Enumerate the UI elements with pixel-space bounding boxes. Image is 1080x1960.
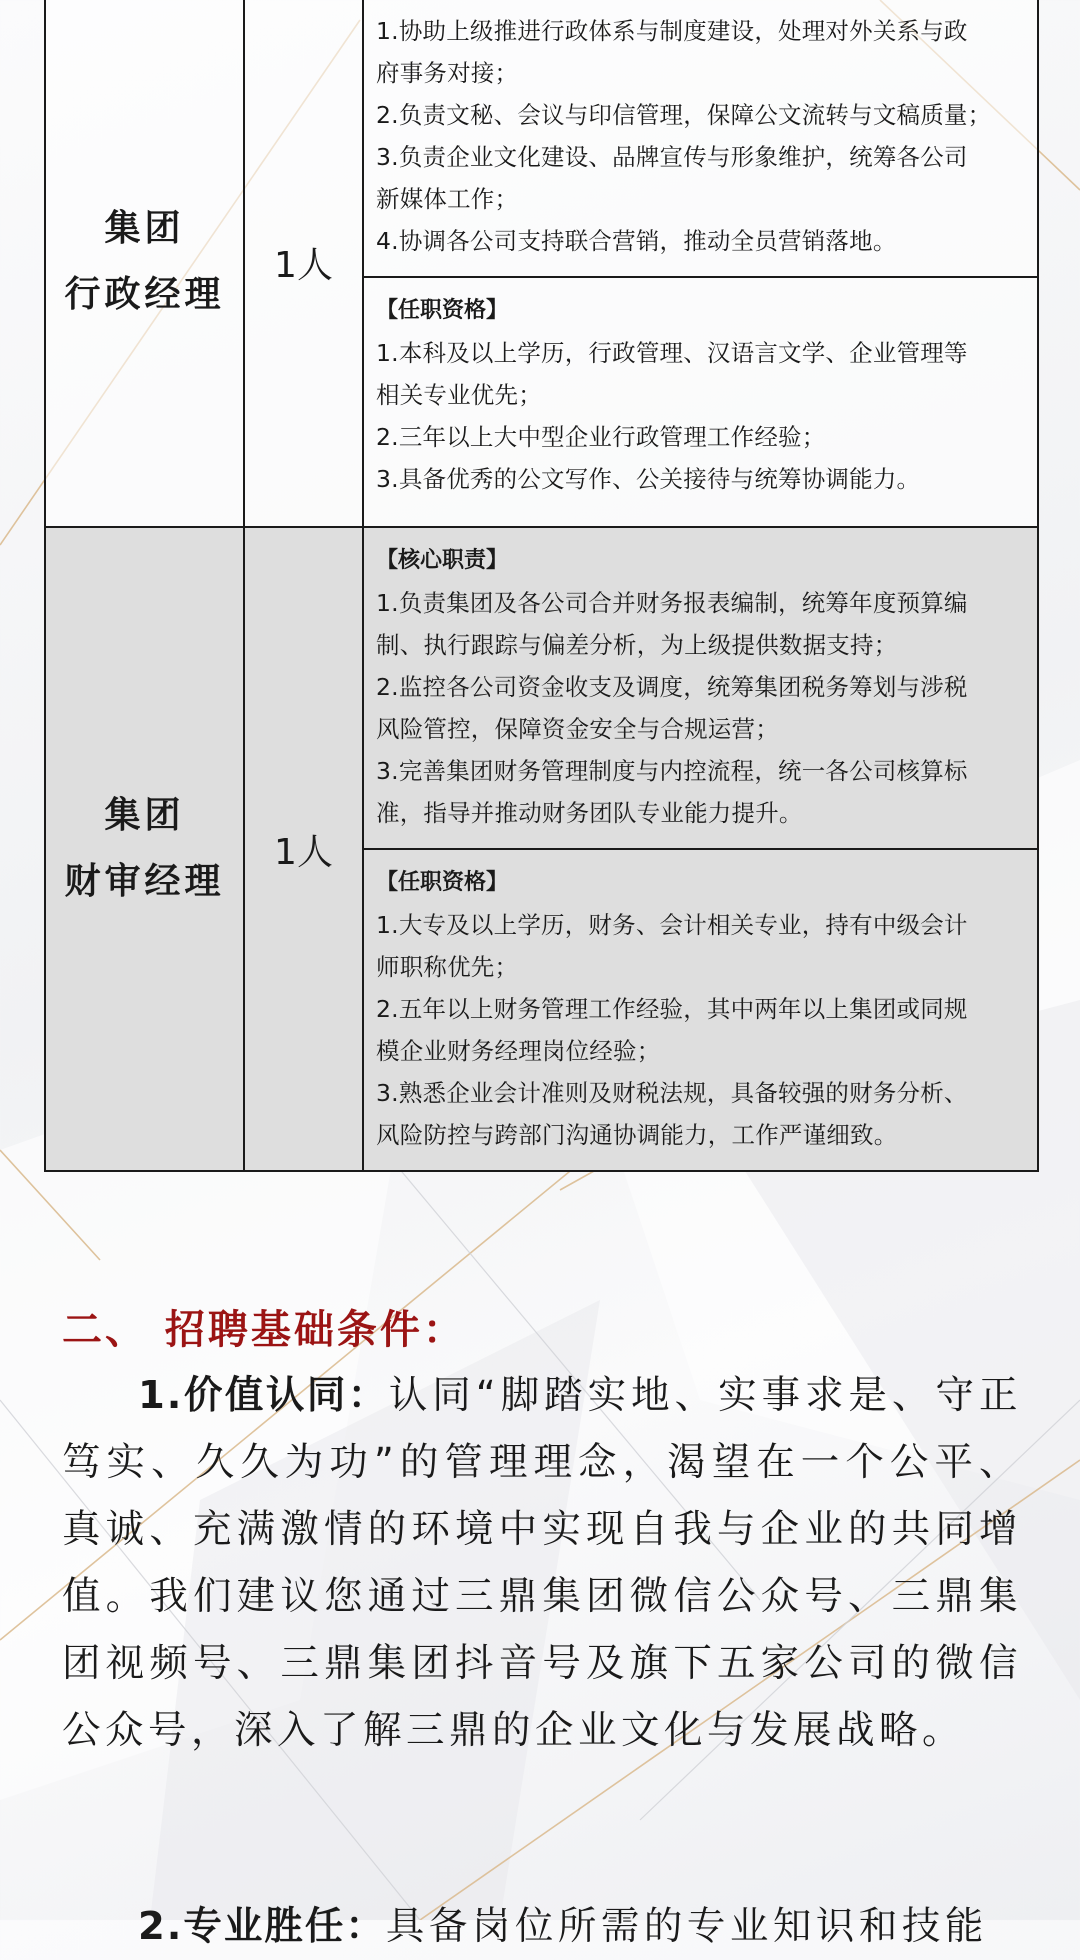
job-table: [44, 0, 1039, 1172]
duty-line: 3.负责企业文化建设、品牌宣传与形象维护，统筹各公司: [376, 143, 968, 171]
value-alignment-paragraph: [62, 1362, 1022, 1764]
duty-line: 1.协助上级推进行政体系与制度建设，处理对外关系与政: [376, 17, 968, 45]
professional-competence-paragraph: [138, 1893, 1038, 1960]
duty-line: 准，指导并推动财务团队专业能力提升。: [376, 799, 803, 827]
job-title-line2: 行政经理: [64, 274, 225, 315]
requirement-line: 2.五年以上财务管理工作经验，其中两年以上集团或同规: [376, 995, 968, 1023]
requirements-cell: [363, 849, 1038, 1171]
duty-line: 2.负责文秘、会议与印信管理，保障公文流转与文稿质量；: [376, 101, 992, 129]
duty-line: 1.负责集团及各公司合并财务报表编制，统筹年度预算编: [376, 589, 968, 617]
job-title-cell: [45, 0, 244, 527]
section-title: 二、 招聘基础条件：: [62, 1307, 466, 1353]
requirement-line: 1.本科及以上学历，行政管理、汉语言文学、企业管理等: [376, 339, 968, 367]
duties-heading: 【核心职责】: [376, 548, 509, 573]
duty-line: 府事务对接；: [376, 59, 519, 87]
requirement-line: 相关专业优先；: [376, 381, 542, 409]
job-title-line2: 财审经理: [64, 861, 225, 902]
headcount-cell: 1人: [244, 0, 363, 527]
value-alignment-lead: 1.价值认同：: [138, 1373, 389, 1418]
headcount-cell: 1人: [244, 527, 363, 1171]
job-row-admin-duties: [45, 0, 1038, 277]
requirement-line: 风险防控与跨部门沟通协调能力，工作严谨细致。: [376, 1121, 898, 1149]
duty-line: 制、执行跟踪与偏差分析，为上级提供数据支持；: [376, 631, 898, 659]
requirements-cell: [363, 277, 1038, 527]
requirement-line: 3.具备优秀的公文写作、公关接待与统筹协调能力。: [376, 465, 921, 493]
professional-competence-lead: 2.专业胜任：: [138, 1904, 386, 1949]
duty-line: 风险管控，保障资金安全与合规运营；: [376, 715, 779, 743]
requirement-line: 模企业财务经理岗位经验；: [376, 1037, 661, 1065]
requirement-line: 师职称优先；: [376, 953, 519, 981]
job-row-finance-duties: [45, 527, 1038, 849]
job-title-line1: 集团: [104, 208, 185, 249]
job-title-cell: [45, 527, 244, 1171]
requirement-line: 3.熟悉企业会计准则及财税法规，具备较强的财务分析、: [376, 1079, 968, 1107]
requirements-heading: 【任职资格】: [376, 870, 509, 895]
professional-competence-text: 具备岗位所需的专业知识和技能: [385, 1904, 988, 1949]
duty-line: 新媒体工作；: [376, 185, 519, 213]
job-title-line1: 集团: [104, 795, 185, 836]
requirements-heading: 【任职资格】: [376, 298, 509, 323]
duties-cell: [363, 527, 1038, 849]
duties-cell: [363, 0, 1038, 277]
value-alignment-text: 认同“脚踏实地、实事求是、守正笃实、久久为功”的管理理念，渴望在一个公平、真诚、充满激情的环境中实现自我与企业的共同增值。我们建议您通过三鼎集团微信公众号、三鼎集团视频号、三鼎集团抖音号及旗下五家公司的微信公众号，深入了解三鼎的企业文化与发展战略。: [62, 1373, 1022, 1753]
duty-line: 3.完善集团财务管理制度与内控流程，统一各公司核算标: [376, 757, 968, 785]
duty-line: 4.协调各公司支持联合营销，推动全员营销落地。: [376, 227, 897, 255]
requirement-line: 1.大专及以上学历，财务、会计相关专业，持有中级会计: [376, 911, 968, 939]
requirement-line: 2.三年以上大中型企业行政管理工作经验；: [376, 423, 826, 451]
duty-line: 2.监控各公司资金收支及调度，统筹集团税务筹划与涉税: [376, 673, 968, 701]
